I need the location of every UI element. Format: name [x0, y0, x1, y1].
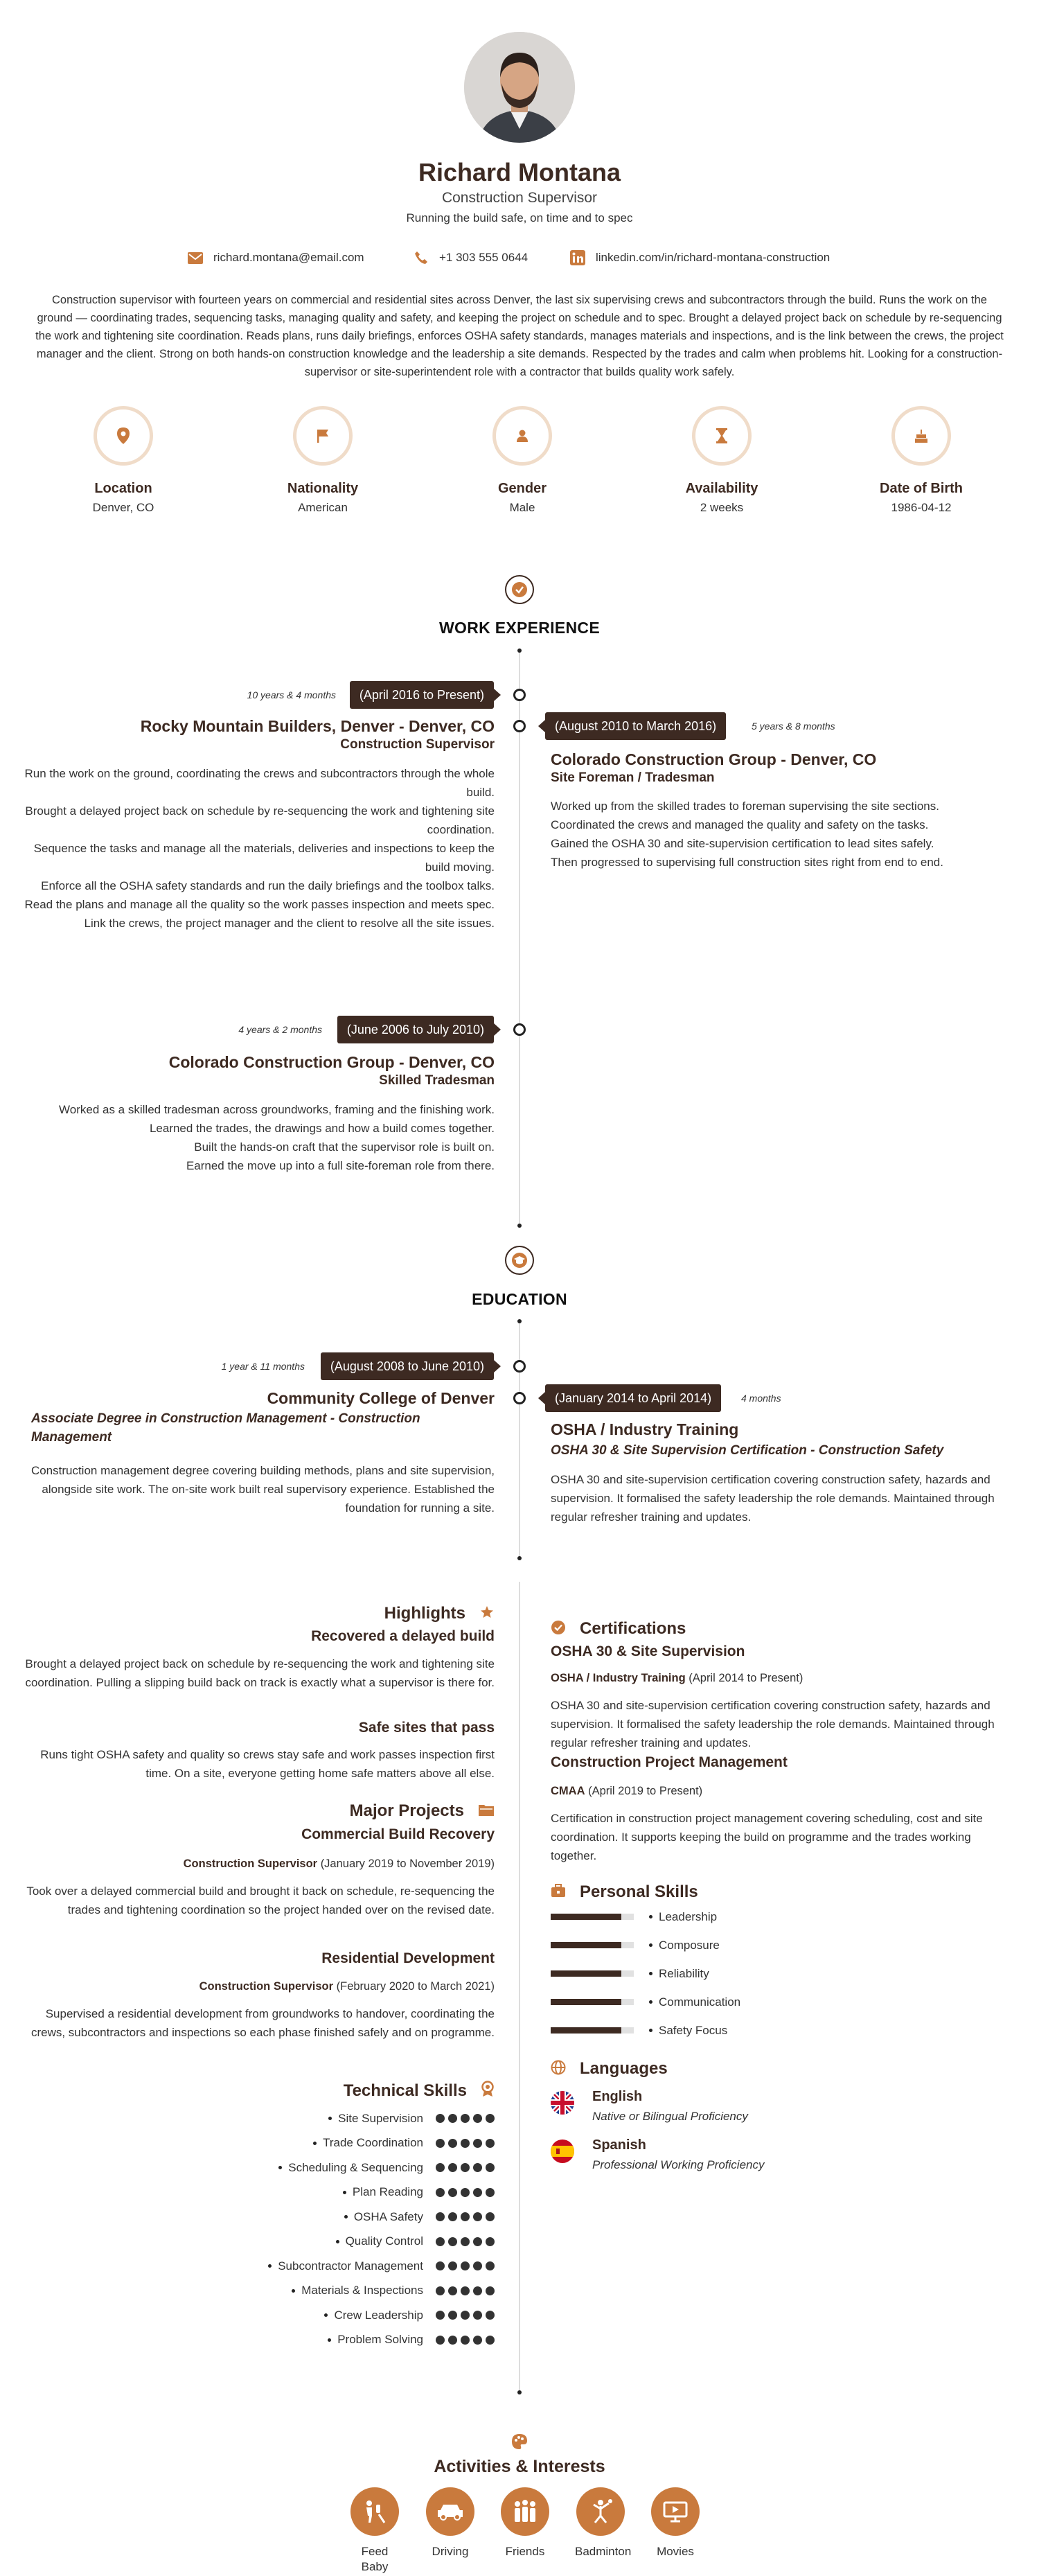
rating-dot	[436, 2311, 445, 2320]
education-duration: 1 year & 11 months	[221, 1361, 305, 1372]
projects-header	[350, 1801, 495, 1821]
timeline-end-dot	[517, 1556, 522, 1560]
highlights-title: Highlights	[384, 1604, 465, 1623]
rating-dot	[448, 2286, 457, 2295]
rating-dot	[473, 2163, 482, 2172]
job-line: Enforce all the OSHA safety standards and run the daily briefings and the toolbox talks.	[41, 879, 495, 892]
skill-level-fill	[551, 1970, 621, 1977]
job-line: Then progressed to supervising full construction sites right from end to end.	[551, 856, 943, 869]
work-timeline-line	[519, 650, 520, 1226]
timeline-start-dot	[517, 1319, 522, 1323]
date-arrow	[538, 1392, 545, 1404]
highlight-title: Safe sites that pass	[358, 1720, 495, 1736]
folder-icon	[478, 1803, 495, 1820]
fact-label: Availability	[685, 481, 758, 496]
bullet-icon	[649, 1915, 652, 1918]
personal-skills-header	[551, 1882, 698, 1902]
rating-dot	[473, 2336, 482, 2345]
rating-dot	[486, 2261, 495, 2270]
personal-skill-row	[551, 1903, 740, 1931]
timeline-node	[513, 1392, 526, 1404]
bullet-icon	[649, 1972, 652, 1975]
technical-skills-title: Technical Skills	[343, 2081, 467, 2100]
certification-dates: (April 2014 to Present)	[689, 1672, 803, 1684]
rating-dot	[436, 2237, 445, 2246]
email-icon	[187, 249, 204, 266]
rating-dot	[448, 2261, 457, 2270]
uk-flag-icon	[551, 2091, 574, 2115]
project-dates: (January 2019 to November 2019)	[320, 1858, 495, 1870]
technical-skills-list	[148, 2106, 495, 2352]
rating-dot	[436, 2188, 445, 2197]
rating-dot	[486, 2336, 495, 2345]
lower-divider-line	[519, 1582, 520, 2393]
rating-dot	[486, 2139, 495, 2148]
rating-dot	[473, 2311, 482, 2320]
activity-label: Movies	[657, 2545, 694, 2558]
technical-skill-name: OSHA Safety	[353, 2209, 423, 2223]
education-date-badge: (January 2014 to April 2014)	[545, 1384, 721, 1412]
highlight-text: Brought a delayed project back on schedule by re-sequencing the work and tightening site coordination. Pulling a slipping build back on track is exactly what a supervisor is there for.	[25, 1657, 495, 1689]
skill-level-bar	[551, 1942, 634, 1948]
job-description	[24, 1100, 495, 1175]
technical-skill-name: Site Supervision	[338, 2111, 423, 2125]
activity-driving	[425, 2487, 476, 2559]
rating-dot	[436, 2212, 445, 2221]
project-meta	[24, 1858, 495, 1871]
rating-dot	[448, 2336, 457, 2345]
highlight-title: Recovered a delayed build	[311, 1628, 495, 1644]
skill-rating-dots	[436, 2336, 495, 2345]
fact-value: American	[298, 501, 348, 514]
phone-icon	[413, 249, 429, 266]
rating-dot	[448, 2139, 457, 2148]
technical-skill-row	[148, 2254, 495, 2279]
education-degree: OSHA 30 & Site Supervision Certification - Construction Safety	[551, 1443, 944, 1458]
rating-dot	[461, 2188, 470, 2197]
skill-level-bar	[551, 1914, 634, 1920]
star-badge-icon	[479, 1605, 495, 1623]
location-pin-icon	[94, 406, 153, 466]
technical-skills-header	[344, 2081, 495, 2101]
certifications-title: Certifications	[580, 1619, 686, 1638]
job-line: Read the plans and manage all the quality so the work passes inspection and meets spec.	[24, 898, 495, 911]
skill-level-fill	[551, 2027, 621, 2034]
rating-dot	[461, 2139, 470, 2148]
job-line: Learned the trades, the drawings and how a build comes together.	[149, 1122, 495, 1135]
project-text: Supervised a residential development from groundworks to handover, coordinating the crews, subcontractors and inspections so each phase finished safely and on programme.	[30, 2007, 495, 2039]
date-arrow	[494, 1360, 501, 1373]
job-company: Colorado Construction Group - Denver, CO	[168, 1053, 495, 1071]
skill-rating-dots	[436, 2188, 495, 2197]
timeline-end-dot	[517, 1224, 522, 1228]
activity-feed-baby	[349, 2487, 400, 2575]
bullet-icon	[328, 2117, 332, 2120]
fact-availability	[652, 406, 791, 515]
education-icon	[505, 1246, 534, 1275]
certification-meta	[551, 1785, 1022, 1798]
job-company: Rocky Mountain Builders, Denver - Denver, CO	[140, 717, 495, 735]
job-line: Sequence the tasks and manage all the materials, deliveries and inspections to keep the build moving.	[33, 842, 495, 874]
personal-skill-name: Communication	[659, 1995, 741, 2009]
rating-dot	[448, 2188, 457, 2197]
technical-skill-name: Scheduling & Sequencing	[288, 2160, 423, 2174]
rating-dot	[436, 2261, 445, 2270]
bullet-icon	[336, 2240, 339, 2243]
technical-skill-row	[148, 2180, 495, 2205]
activity-movies	[650, 2487, 701, 2559]
badminton-icon	[576, 2487, 625, 2536]
rating-dot	[448, 2212, 457, 2221]
skill-rating-dots	[436, 2311, 495, 2320]
timeline-node	[513, 720, 526, 732]
phone-text: +1 303 555 0644	[439, 251, 529, 264]
rating-dot	[461, 2114, 470, 2123]
language-name: English	[592, 2089, 643, 2104]
rating-dot	[448, 2163, 457, 2172]
skill-rating-dots	[436, 2139, 495, 2148]
personal-skills-title: Personal Skills	[580, 1882, 698, 1901]
skill-rating-dots	[436, 2237, 495, 2246]
friends-icon	[501, 2487, 549, 2536]
job-description	[551, 797, 1022, 872]
check-badge-icon	[551, 1620, 566, 1639]
skill-level-fill	[551, 1914, 621, 1920]
education-date-badge: (August 2008 to June 2010)	[321, 1352, 494, 1380]
rating-dot	[461, 2336, 470, 2345]
technical-skill-name: Quality Control	[345, 2234, 423, 2248]
technical-skill-name: Problem Solving	[337, 2333, 423, 2347]
bullet-icon	[328, 2338, 331, 2342]
job-description	[24, 764, 495, 933]
rating-dot	[473, 2261, 482, 2270]
job-line: Gained the OSHA 30 and site-supervision certification to lead sites safely.	[551, 837, 934, 850]
linkedin-contact[interactable]	[569, 249, 830, 266]
rating-dot	[486, 2237, 495, 2246]
linkedin-icon	[569, 249, 586, 266]
bullet-icon	[649, 2000, 652, 2004]
skill-level-fill	[551, 1942, 621, 1948]
skill-level-fill	[551, 1999, 621, 2005]
bullet-icon	[324, 2313, 328, 2317]
rating-dot	[473, 2237, 482, 2246]
technical-skill-row	[148, 2205, 495, 2230]
personal-skill-row	[551, 1988, 740, 2016]
skill-level-bar	[551, 1999, 634, 2005]
movies-icon	[651, 2487, 700, 2536]
bullet-icon	[278, 2166, 282, 2169]
rating-dot	[448, 2311, 457, 2320]
certification-dates: (April 2019 to Present)	[588, 1785, 703, 1797]
skill-level-bar	[551, 2027, 634, 2034]
skill-rating-dots	[436, 2163, 495, 2172]
timeline-node	[513, 1360, 526, 1373]
rating-dot	[461, 2261, 470, 2270]
work-experience-icon	[505, 575, 534, 604]
rating-dot	[473, 2286, 482, 2295]
job-line: Run the work on the ground, coordinating the crews and subcontractors through the whole build.	[24, 767, 495, 799]
divider-end-dot	[517, 2390, 522, 2394]
language-level: Professional Working Proficiency	[592, 2158, 765, 2171]
bullet-icon	[649, 1943, 652, 1947]
certification-text: OSHA 30 and site-supervision certification covering construction safety, hazards and supervision. It formalised the safety leadership the role demands. Maintained through regular refresher training and updates.	[551, 1699, 995, 1749]
rating-dot	[436, 2139, 445, 2148]
language-name: Spanish	[592, 2137, 646, 2153]
toolbox-icon	[551, 1884, 566, 1901]
activity-label: Badminton	[575, 2545, 632, 2558]
cake-icon	[891, 406, 951, 466]
personal-skills-list	[551, 1903, 740, 2045]
job-position: Site Foreman / Tradesman	[551, 770, 715, 785]
technical-skill-name: Subcontractor Management	[278, 2259, 423, 2273]
globe-icon	[551, 2060, 566, 2079]
projects-title: Major Projects	[349, 1801, 464, 1820]
job-line: Built the hands-on craft that the supervisor role is built on.	[194, 1140, 495, 1154]
phone-contact[interactable]	[413, 249, 528, 266]
activities-title: Activities & Interests	[434, 2457, 605, 2476]
rating-dot	[461, 2163, 470, 2172]
personal-skill-row	[551, 1931, 740, 1959]
highlights-header	[384, 1604, 495, 1623]
email-text: richard.montana@email.com	[213, 251, 364, 264]
rating-dot	[473, 2212, 482, 2221]
job-position: Skilled Tradesman	[379, 1073, 495, 1088]
fact-label: Nationality	[287, 481, 359, 496]
timeline-node	[513, 1023, 526, 1036]
job-duration: 4 years & 2 months	[238, 1024, 322, 1035]
activity-friends	[499, 2487, 551, 2559]
spain-flag-icon	[551, 2140, 574, 2163]
fact-value: 1986-04-12	[891, 501, 952, 514]
certification-meta	[551, 1672, 1022, 1685]
activity-label: Feed Baby	[361, 2545, 389, 2573]
certification-issuer: CMAA	[551, 1785, 585, 1797]
candidate-role: Construction Supervisor	[441, 190, 598, 206]
technical-skill-row	[148, 2279, 495, 2304]
project-role: Construction Supervisor	[183, 1858, 318, 1870]
job-date-badge: (June 2006 to July 2010)	[337, 1016, 494, 1043]
technical-skill-row	[148, 2328, 495, 2353]
date-arrow	[494, 689, 501, 701]
project-text: Took over a delayed commercial build and brought it back on schedule, re-sequencing the trades and tightening coordination so the project handed over on the revised date.	[26, 1885, 495, 1916]
job-line: Link the crews, the project manager and the client to resolve all the site issues.	[84, 917, 495, 930]
rating-dot	[436, 2114, 445, 2123]
language-level: Native or Bilingual Proficiency	[592, 2110, 748, 2123]
fact-location	[54, 406, 193, 515]
rating-dot	[486, 2311, 495, 2320]
bullet-icon	[268, 2264, 272, 2268]
rating-dot	[486, 2114, 495, 2123]
project-dates: (February 2020 to March 2021)	[336, 1980, 495, 1993]
palette-icon	[511, 2433, 528, 2453]
car-icon	[426, 2487, 474, 2536]
technical-skill-row	[148, 2155, 495, 2180]
award-ribbon-icon	[481, 2081, 495, 2101]
rating-dot	[448, 2237, 457, 2246]
education-description: Construction management degree covering building methods, plans and site supervision, alongside site work. The on-site work built real supervisory experience. Established the foundation for running a site.	[30, 1464, 495, 1515]
certification-issuer: OSHA / Industry Training	[551, 1672, 686, 1684]
education-school: OSHA / Industry Training	[551, 1420, 739, 1438]
profile-summary: Construction supervisor with fourteen years on commercial and residential sites across Denver, the last six supervising crews and subcontractors through the build. Runs the work on the ground — coordinating trades, sequencing tasks, managing quality and safety, and keeping the project on schedule and to spec. Brought a delayed project back on schedule by re-sequencing the work and tightening site coordination. Reads plans, runs daily briefings, enforces OSHA safety standards, manages materials and inspections, and is the link between the crews, the project manager and the client. Strong on both hands-on construction knowledge and the leadership a site demands. Respected by the trades and calm when problems hit. Looking for a construction-supervisor or site-superintendent role with a contractor that builds quality work safely.	[35, 294, 1004, 378]
rating-dot	[461, 2237, 470, 2246]
fact-gender	[453, 406, 592, 515]
skill-rating-dots	[436, 2286, 495, 2295]
bullet-icon	[292, 2289, 295, 2293]
certifications-header	[551, 1619, 686, 1639]
fact-nationality	[254, 406, 392, 515]
project-title: Commercial Build Recovery	[301, 1826, 495, 1842]
hourglass-icon	[692, 406, 752, 466]
education-duration: 4 months	[741, 1393, 781, 1404]
rating-dot	[486, 2212, 495, 2221]
rating-dot	[486, 2286, 495, 2295]
job-line: Brought a delayed project back on schedule by re-sequencing the work and tightening site coordination.	[25, 804, 495, 836]
skill-rating-dots	[436, 2261, 495, 2270]
fact-label: Gender	[497, 481, 547, 496]
languages-header	[551, 2059, 668, 2079]
fact-date-of-birth	[852, 406, 991, 515]
languages-title: Languages	[580, 2059, 668, 2078]
education-description: OSHA 30 and site-supervision certification covering construction safety, hazards and supervision. It formalised the safety leadership the role demands. Maintained through regular refresher training and updates.	[551, 1473, 995, 1524]
bullet-icon	[313, 2142, 317, 2145]
activity-label: Friends	[505, 2545, 545, 2558]
education-school: Community College of Denver	[267, 1389, 495, 1407]
fact-value: 2 weeks	[700, 501, 744, 514]
activity-label: Driving	[432, 2545, 469, 2558]
profile-photo	[464, 32, 575, 143]
work-experience-title: WORK EXPERIENCE	[439, 619, 600, 637]
timeline-start-dot	[517, 649, 522, 653]
timeline-node	[513, 689, 526, 701]
technical-skill-name: Plan Reading	[352, 2185, 423, 2199]
technical-skill-name: Materials & Inspections	[301, 2284, 423, 2297]
personal-skill-row	[551, 2016, 740, 2045]
person-icon	[492, 406, 552, 466]
rating-dot	[436, 2286, 445, 2295]
rating-dot	[461, 2286, 470, 2295]
email-contact[interactable]	[187, 249, 364, 266]
job-line: Coordinated the crews and managed the quality and safety on the tasks.	[551, 818, 929, 831]
date-arrow	[538, 720, 545, 732]
technical-skill-name: Trade Coordination	[323, 2136, 423, 2150]
candidate-name: Richard Montana	[418, 158, 621, 186]
personal-skill-row	[551, 1959, 740, 1988]
bullet-icon	[649, 2029, 652, 2032]
highlight-text: Runs tight OSHA safety and quality so crews stay safe and work passes inspection first time. On a site, everyone getting home safe matters above all else.	[40, 1748, 495, 1780]
technical-skill-row	[148, 2131, 495, 2156]
feed-baby-icon	[350, 2487, 399, 2536]
bullet-icon	[344, 2215, 348, 2218]
linkedin-text: linkedin.com/in/richard-montana-construction	[596, 251, 831, 264]
rating-dot	[473, 2114, 482, 2123]
personal-skill-name: Safety Focus	[659, 2023, 728, 2037]
fact-label: Date of Birth	[880, 481, 963, 496]
fact-value: Male	[509, 501, 535, 514]
job-duration: 10 years & 4 months	[247, 689, 336, 700]
rating-dot	[486, 2188, 495, 2197]
personal-skill-name: Leadership	[659, 1909, 718, 1923]
rating-dot	[486, 2163, 495, 2172]
job-duration: 5 years & 8 months	[752, 721, 835, 732]
date-arrow	[494, 1023, 501, 1036]
certification-title: OSHA 30 & Site Supervision	[551, 1643, 745, 1659]
skill-level-bar	[551, 1970, 634, 1977]
project-role: Construction Supervisor	[199, 1980, 334, 1993]
candidate-tagline: Running the build safe, on time and to spec	[406, 211, 633, 224]
rating-dot	[473, 2188, 482, 2197]
technical-skill-row	[148, 2106, 495, 2131]
fact-label: Location	[94, 481, 152, 496]
certification-title: Construction Project Management	[551, 1754, 788, 1770]
job-date-badge: (April 2016 to Present)	[350, 681, 494, 709]
education-title: EDUCATION	[472, 1290, 567, 1308]
job-company: Colorado Construction Group - Denver, CO	[551, 750, 877, 768]
job-position: Construction Supervisor	[340, 737, 495, 752]
activity-badminton	[575, 2487, 632, 2559]
education-degree: Associate Degree in Construction Management - Construction Management	[31, 1411, 420, 1445]
flag-icon	[293, 406, 353, 466]
personal-skill-name: Composure	[659, 1938, 720, 1952]
technical-skill-row	[148, 2303, 495, 2328]
job-line: Worked up from the skilled trades to foreman supervising the site sections.	[551, 800, 939, 813]
job-line: Earned the move up into a full site-foreman role from there.	[186, 1159, 495, 1172]
rating-dot	[461, 2212, 470, 2221]
bullet-icon	[343, 2191, 346, 2194]
rating-dot	[461, 2311, 470, 2320]
personal-skill-name: Reliability	[659, 1966, 709, 1980]
skill-rating-dots	[436, 2212, 495, 2221]
certification-text: Certification in construction project management covering scheduling, cost and site coordination. It supports keeping the build on programme and the trades working together.	[551, 1812, 983, 1862]
education-timeline-line	[519, 1321, 520, 1559]
rating-dot	[473, 2139, 482, 2148]
skill-rating-dots	[436, 2114, 495, 2123]
job-line: Worked as a skilled tradesman across groundworks, framing and the finishing work.	[59, 1103, 495, 1116]
rating-dot	[436, 2336, 445, 2345]
fact-value: Denver, CO	[92, 501, 154, 514]
project-title: Residential Development	[321, 1950, 495, 1966]
technical-skill-name: Crew Leadership	[334, 2308, 423, 2322]
project-meta	[24, 1980, 495, 1993]
technical-skill-row	[148, 2230, 495, 2255]
rating-dot	[436, 2163, 445, 2172]
rating-dot	[448, 2114, 457, 2123]
job-date-badge: (August 2010 to March 2016)	[545, 712, 726, 740]
